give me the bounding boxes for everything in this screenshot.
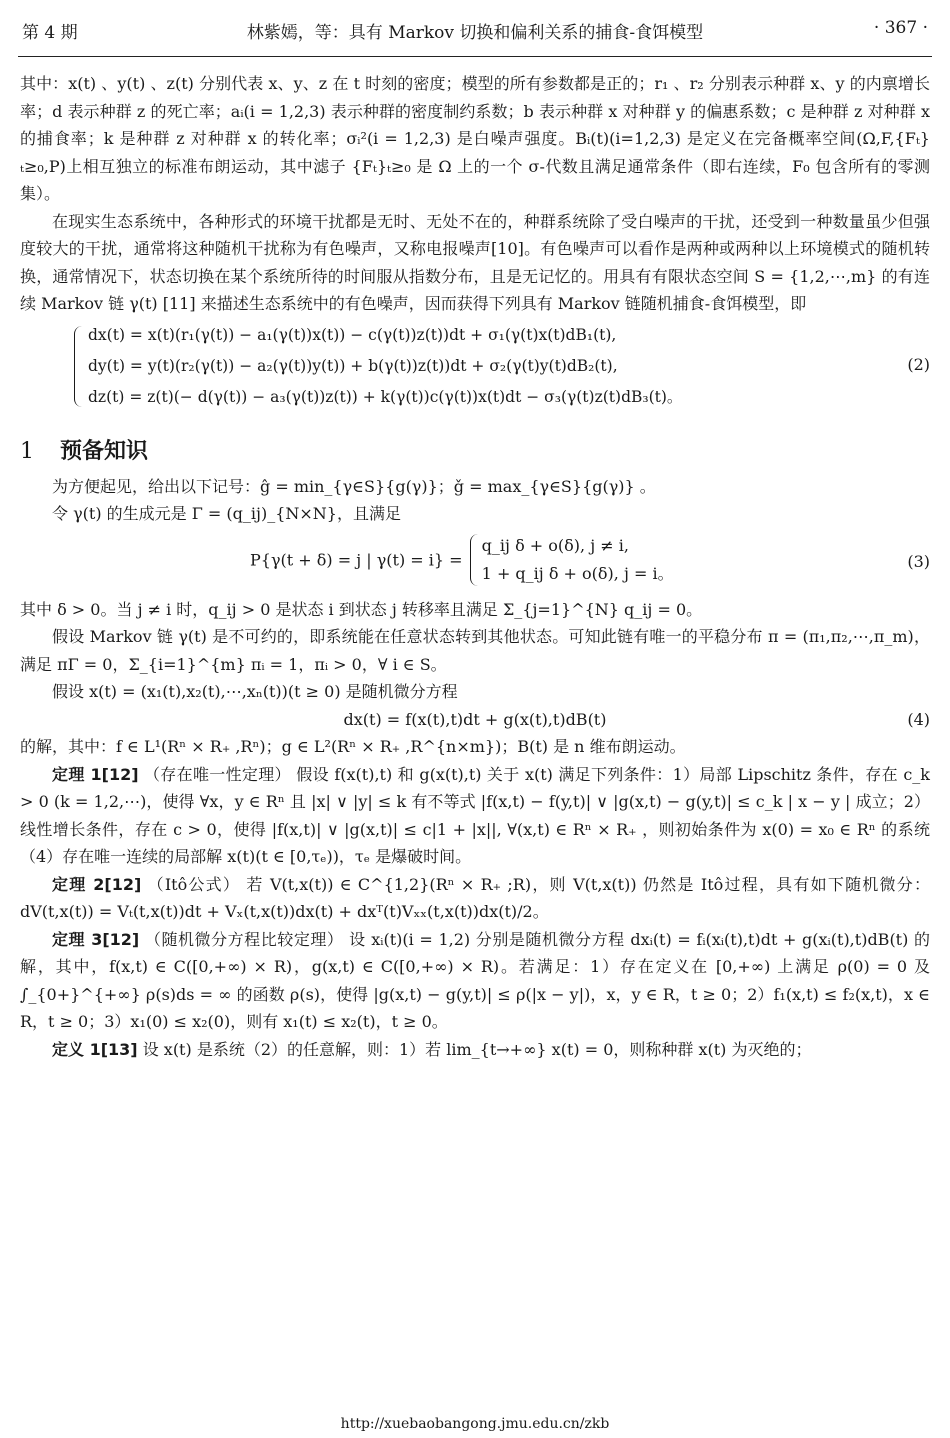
paragraph-colored-noise: 在现实生态系统中，各种形式的环境干扰都是无时、无处不在的，种群系统除了受白噪声的干扰，还受到一种数量虽少但强度较大的干扰，通常将这种随机干扰称为有色噪声，又称电报噪声[10]。有色噪声可以看作是两种或两种以上环境模式的随机转换，通常情况下，状态切换在某个系统所待的时间服从指数分布，且是无记忆的。用具有有限状态空间 S = {1,2,⋯,m} 的有连续 Markov 链 γ(t) [11] 来描述生态系统中的有色噪声，因而获得下列具有 Markov 链随机捕食-食饵模型，即 [20, 211, 930, 313]
header-rule [18, 56, 932, 57]
paragraph-sde-intro: 假设 x(t) = (x₁(t),x₂(t),⋯,xₙ(t))(t ≥ 0) 是随机微分方程 [52, 682, 458, 701]
footer-url[interactable]: http://xuebaobangong.jmu.edu.cn/zkb [340, 1416, 610, 1432]
running-header [22, 18, 928, 46]
paragraph-stationary: 假设 Markov 链 γ(t) 是不可约的，即系统能在任意状态转到其他状态。可知此链有唯一的平稳分布 π = (π₁,π₂,⋯,π_m)，满足 πΓ = 0，Σ_{i=1}^{m} πᵢ = 1，πᵢ > 0，∀ i ∈ S。 [20, 627, 930, 674]
equation-3 [20, 532, 930, 592]
equation-3-lhs: P{γ(t + δ) = j | γ(t) = i} = [250, 549, 463, 569]
equation-2-row-dx: dx(t) = x(t)(r₁(γ(t)) − a₁(γ(t))x(t)) − c(γ(t))z(t))dt + σ₁(γ(t)x(t)dB₁(t), [88, 325, 617, 344]
paragraph-solution: 的解，其中：f ∈ L¹(Rⁿ × R₊ ,Rⁿ)；g ∈ L²(Rⁿ × R₊ ,R^{n×m})；B(t) 是 n 维布朗运动。 [20, 737, 686, 756]
theorem-3 [20, 926, 930, 1036]
paragraph-parameters: 其中：x(t) 、y(t) 、z(t) 分别代表 x、y、z 在 t 时刻的密度；模型的所有参数都是正的；r₁ 、r₂ 分别表示种群 x、y 的内禀增长率；d 表示种群 z 的死亡率；aᵢ(i = 1,2,3) 表示种群的密度制约系数；b 表示种群 x 对种群 y 的偏惠系数；c 是种群 z 对种群 x 的捕食率；k 是种群 z 对种群 x 的转化率；σᵢ²(i = 1,2,3) 是白噪声强度。Bᵢ(t)(i=1,2,3) 是定义在完备概率空间(Ω,F,{Fₜ}ₜ≥₀,P)上相互独立的标准布朗运动，其中滤子 {Fₜ}ₜ≥₀ 是 Ω 上的一个 σ-代数且满足通常条件（即右连续，F₀ 包含所有的零测集）。 [20, 74, 930, 203]
running-title: 林紫嫣，等：具有 Markov 切换和偏利关系的捕食-食饵模型 [246, 23, 704, 43]
page-number: · 367 · [873, 18, 928, 38]
equation-3-case-1: q_ij δ + o(δ), j ≠ i, [481, 535, 629, 555]
equation-2-row-dz: dz(t) = z(t)(− d(γ(t)) − a₃(γ(t))z(t)) + k(γ(t))c(γ(t))x(t)dt − σ₃(γ(t)z(t)dB₃(t)。 [88, 387, 683, 406]
equation-2-number: (2) [907, 354, 930, 374]
equation-2 [20, 320, 930, 413]
equation-3-body [250, 532, 674, 588]
theorem-3-label: 定理 3[12] [52, 929, 140, 949]
paragraph-notation: 为方便起见，给出以下记号：ĝ = min_{γ∈S}{g(γ)}；ǧ = max_{γ∈S}{g(γ)} 。 [52, 476, 656, 496]
section-number: 1 [20, 438, 34, 464]
theorem-2-label: 定理 2[12] [52, 874, 142, 894]
theorem-2 [20, 871, 930, 926]
theorem-1-text: （存在唯一性定理） 假设 f(x(t),t) 和 g(x(t),t) 关于 x(t) 满足下列条件：1）局部 Lipschitz 条件，存在 c_k > 0 (k = 1,2,⋯)，使得 ∀x，y ∈ Rⁿ 且 |x| ∨ |y| ≤ k 有不等式 |f(x,t) − f(y,t)| ∨ |g(x,t) − g(y,t)| ≤ c_k | x − y | 成立；2）线性增长条件，存在 c > 0，使得 |f(x,t)| ∨ |g(x,t)| ≤ c|1 + |x||, ∀(x,t) ∈ Rⁿ × R₊ ，则初始条件为 x(0) = x₀ ∈ Rⁿ 的系统（4）存在唯一连续的局部解 x(t)(t ∈ [0,τₑ))，τₑ 是爆破时间。 [20, 764, 930, 866]
theorem-1 [20, 761, 930, 871]
equation-4-body: dx(t) = f(x(t),t)dt + g(x(t),t)dB(t) [343, 709, 607, 729]
equation-3-case-2: 1 + q_ij δ + o(δ), j = i。 [481, 563, 674, 583]
section-heading [20, 435, 930, 469]
section-title: 预备知识 [60, 438, 149, 464]
definition-1-label: 定义 1[13] [52, 1039, 138, 1059]
theorem-3-text: （随机微分方程比较定理） 设 xᵢ(t)(i = 1,2) 分别是随机微分方程 dxᵢ(t) = fᵢ(xᵢ(t),t)dt + g(xᵢ(t),t)dB(t) 的解，其中，f(x,t) ∈ C([0,+∞) × R)，g(x,t) ∈ C([0,+∞) × R)。若满足：1）存在定义在 [0,+∞) 上满足 ρ(0) = 0 及 ∫_{0+}^{+∞} ρ(s)ds = ∞ 的函数 ρ(s)，使得 |g(x,t) − g(y,t)| ≤ ρ(|x − y|)，x，y ∈ R，t ≥ 0；2）f₁(x,t) ≤ f₂(x,t)，x ∈ R，t ≥ 0；3）x₁(0) ≤ x₂(0)，则有 x₁(t) ≤ x₂(t)，t ≥ 0。 [20, 929, 930, 1031]
definition-1-text: 设 x(t) 是系统（2）的任意解，则：1）若 lim_{t→+∞} x(t) = 0，则称种群 x(t) 为灭绝的； [142, 1039, 812, 1059]
main-text [20, 70, 930, 1063]
paragraph-transition-rate: 其中 δ > 0。当 j ≠ i 时，q_ij > 0 是状态 i 到状态 j 转移率且满足 Σ_{j=1}^{N} q_ij = 0。 [20, 599, 703, 619]
paragraph-generator: 令 γ(t) 的生成元是 Γ = (q_ij)_{N×N}，且满足 [52, 504, 401, 523]
issue-number: 第 4 期 [22, 23, 78, 43]
equation-2-system [70, 320, 930, 413]
theorem-1-label: 定理 1[12] [52, 764, 139, 784]
equation-4 [20, 706, 930, 734]
equation-3-number: (3) [907, 551, 930, 571]
definition-1 [20, 1036, 930, 1064]
equation-4-number: (4) [907, 709, 930, 729]
theorem-2-text: （Itô公式） 若 V(t,x(t)) ∈ C^{1,2}(Rⁿ × R₊ ;R)，则 V(t,x(t)) 仍然是 Itô过程，具有如下随机微分：dV(t,x(t)) = Vₜ(t,x(t))dt + Vₓ(t,x(t))dx(t) + dxᵀ(t)Vₓₓ(t,x(t))dx(t)/2。 [20, 874, 930, 921]
equation-3-cases [468, 532, 674, 588]
equation-2-row-dy: dy(t) = y(t)(r₂(γ(t)) − a₂(γ(t))y(t)) + b(γ(t))z(t))dt + σ₂(γ(t)y(t)dB₂(t), [88, 356, 618, 375]
